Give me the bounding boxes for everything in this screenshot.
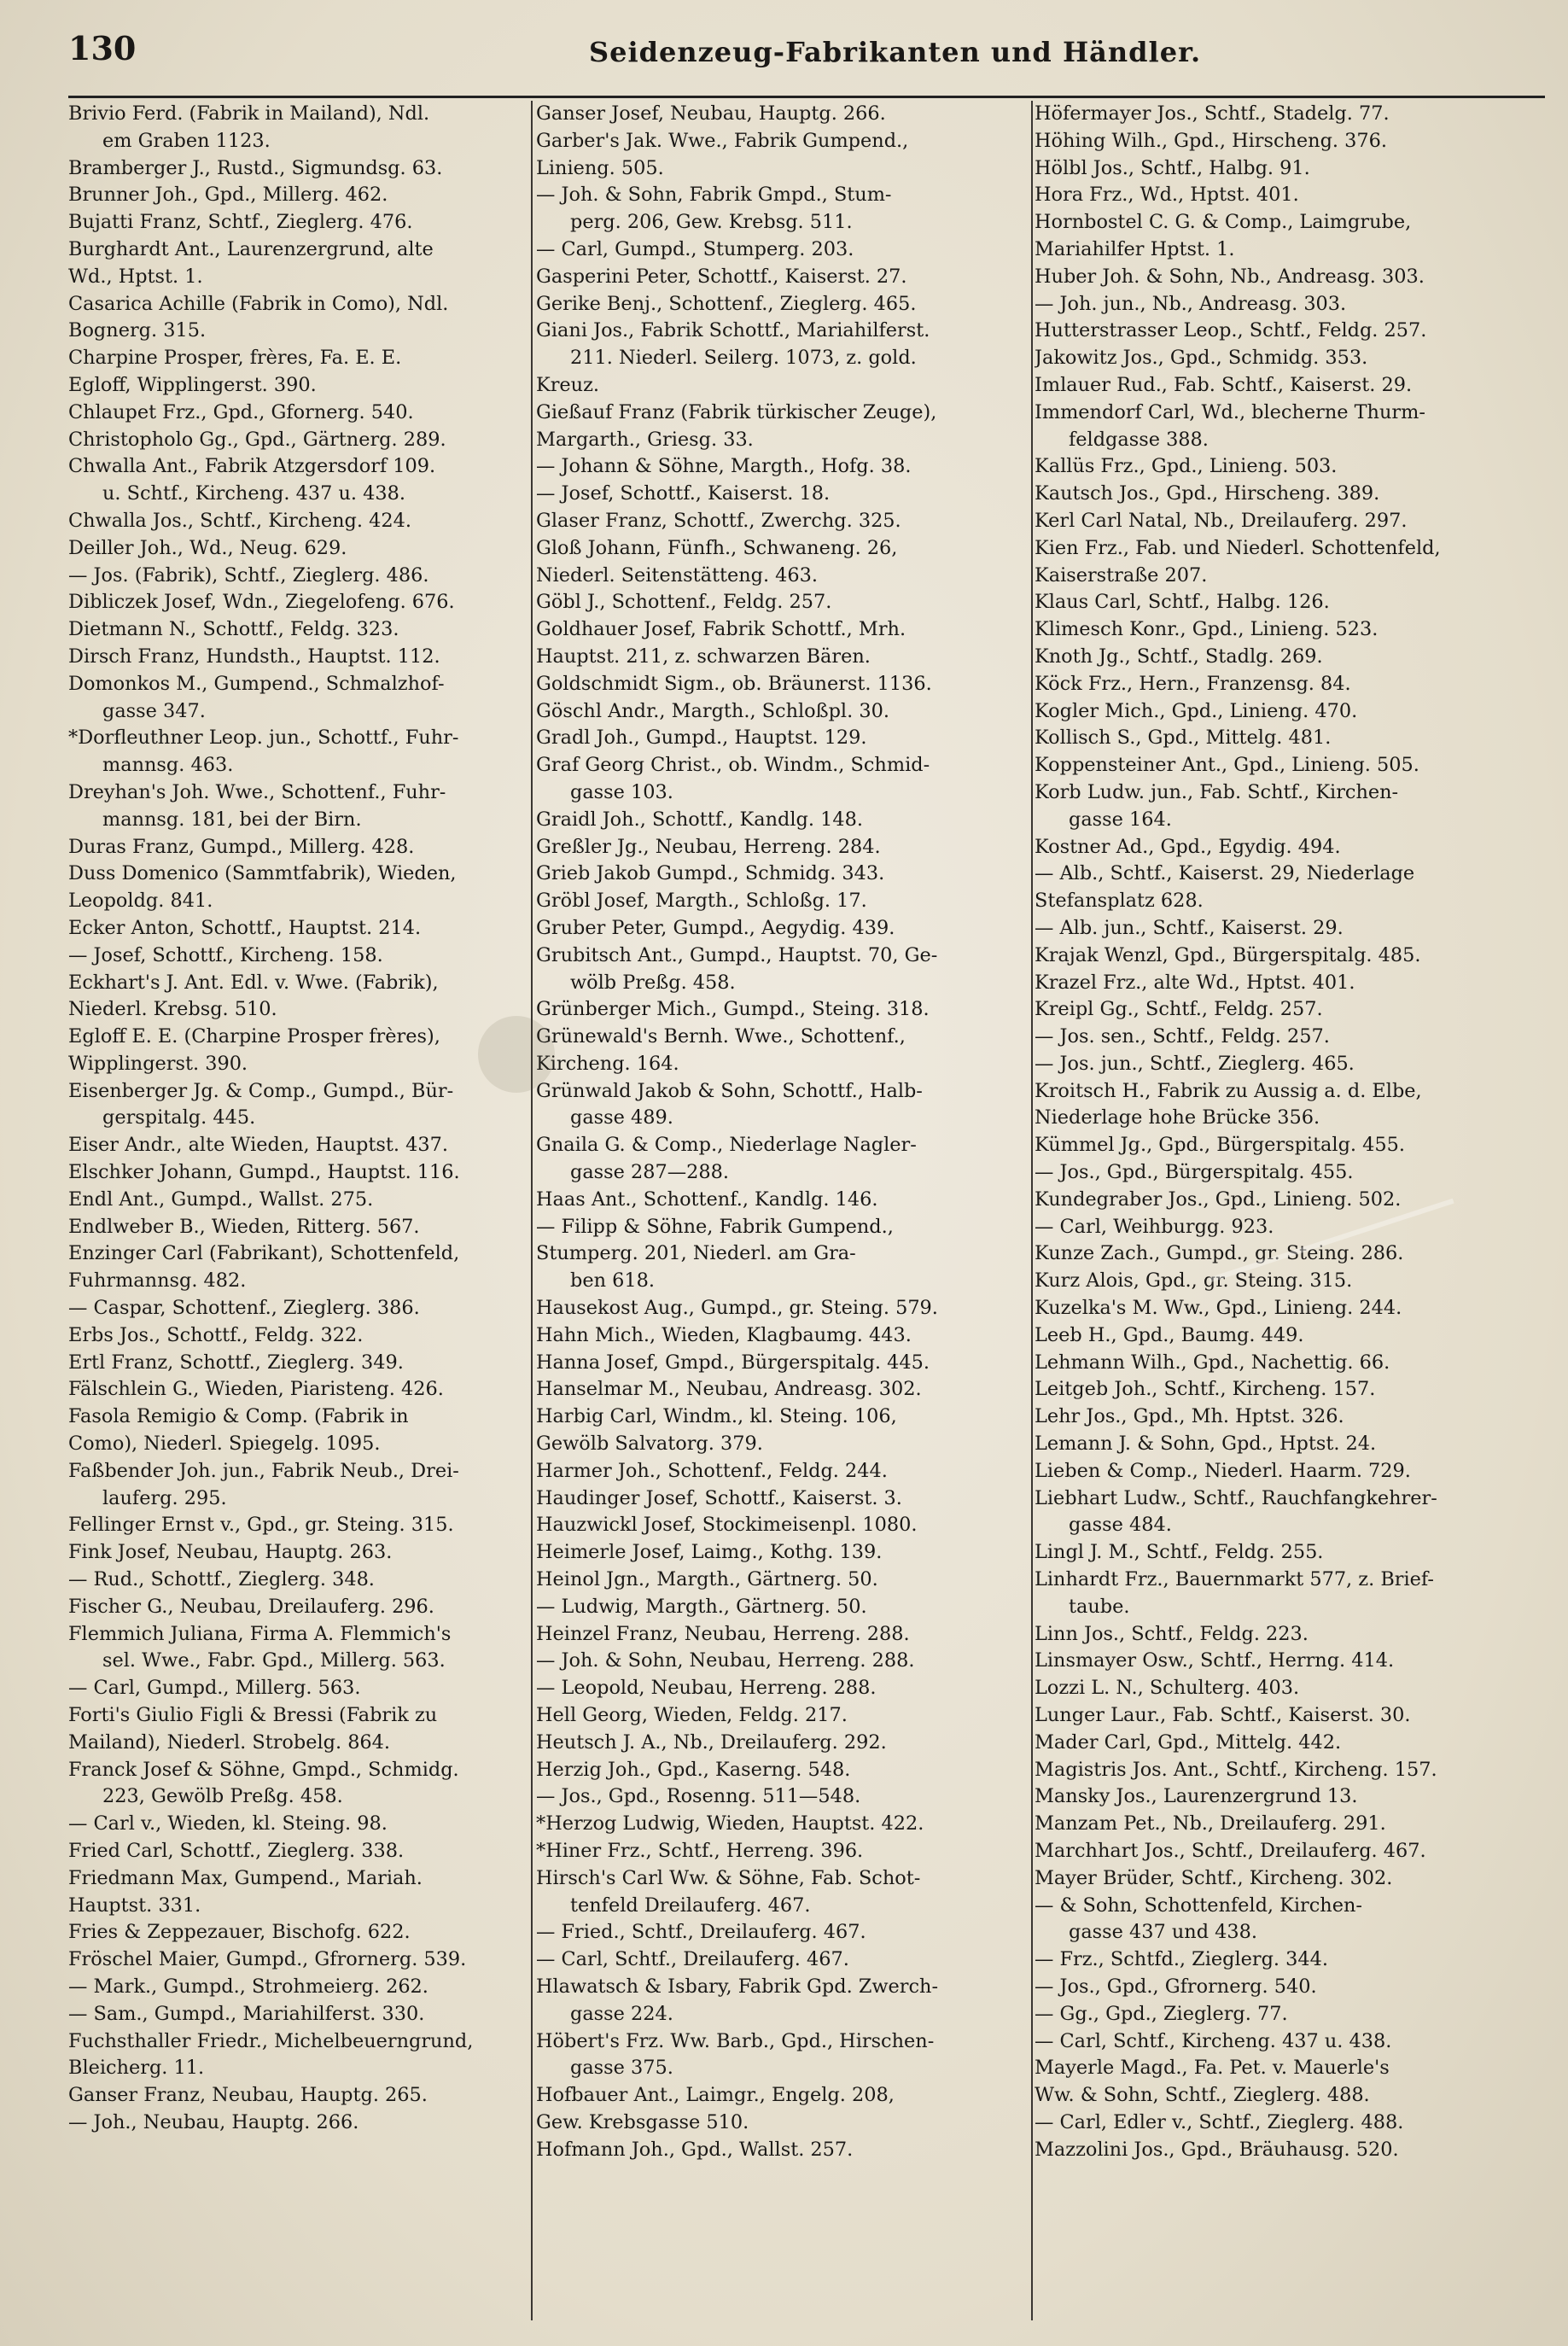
directory-line: — Carl, Gumpd., Millerg. 563.	[68, 1677, 361, 1700]
directory-line: Huber Joh. & Sohn, Nb., Andreasg. 303.	[1035, 265, 1425, 288]
directory-line: — Joh. & Sohn, Fabrik Gmpd., Stum-	[536, 184, 892, 207]
directory-line: Linn Jos., Schtf., Feldg. 223.	[1035, 1622, 1309, 1645]
directory-line: Magistris Jos. Ant., Schtf., Kircheng. 157.	[1035, 1758, 1437, 1781]
directory-line: Krazel Frz., alte Wd., Hptst. 401.	[1035, 971, 1355, 994]
directory-line: tenfeld Dreilauferg. 467.	[570, 1894, 811, 1917]
directory-line: Lehr Jos., Gpd., Mh. Hptst. 326.	[1035, 1405, 1344, 1428]
directory-line: Gerike Benj., Schottenf., Zieglerg. 465.	[536, 292, 917, 315]
directory-line: Wipplingerst. 390.	[68, 1052, 248, 1075]
directory-line: — Alb. jun., Schtf., Kaiserst. 29.	[1035, 916, 1344, 939]
directory-line: — Ludwig, Margth., Gärtnerg. 50.	[536, 1595, 867, 1618]
directory-line: Klaus Carl, Schtf., Halbg. 126.	[1035, 591, 1330, 614]
directory-line: Grünewald's Bernh. Wwe., Schottenf.,	[536, 1025, 906, 1048]
directory-line: — Johann & Söhne, Margth., Hofg. 38.	[536, 455, 912, 478]
directory-line: Köck Frz., Hern., Franzensg. 84.	[1035, 672, 1351, 695]
directory-line: Herzig Joh., Gpd., Kaserng. 548.	[536, 1758, 851, 1781]
directory-line: — Jos. jun., Schtf., Zieglerg. 465.	[1035, 1052, 1355, 1075]
directory-line: lauferg. 295.	[102, 1486, 227, 1509]
directory-line: Glaser Franz, Schottf., Zwerchg. 325.	[536, 509, 901, 532]
directory-line: Hauzwickl Josef, Stockimeisenpl. 1080.	[536, 1514, 918, 1537]
directory-line: Flemmich Juliana, Firma A. Flemmich's	[68, 1622, 452, 1645]
directory-line: Heinol Jgn., Margth., Gärtnerg. 50.	[536, 1568, 878, 1591]
directory-line: Elschker Johann, Gumpd., Hauptst. 116.	[68, 1161, 460, 1184]
directory-line: — Josef, Schottf., Kaiserst. 18.	[536, 482, 831, 505]
directory-line: Egloff E. E. (Charpine Prosper frères),	[68, 1025, 440, 1048]
directory-line: Immendorf Carl, Wd., blecherne Thurm-	[1035, 400, 1425, 423]
directory-line: Ganser Josef, Neubau, Hauptg. 266.	[536, 102, 886, 125]
directory-line: Stefansplatz 628.	[1035, 890, 1204, 913]
directory-line: — Carl, Gumpd., Stumperg. 203.	[536, 237, 854, 260]
directory-line: Marchhart Jos., Schtf., Dreilauferg. 467.	[1035, 1840, 1426, 1862]
directory-line: Lehmann Wilh., Gpd., Nachettig. 66.	[1035, 1351, 1390, 1374]
directory-line: gasse 437 und 438.	[1069, 1921, 1258, 1944]
directory-line: taube.	[1069, 1595, 1130, 1618]
directory-line: Hanselmar M., Neubau, Andreasg. 302.	[536, 1378, 922, 1401]
directory-line: Haudinger Josef, Schottf., Kaiserst. 3.	[536, 1486, 902, 1509]
directory-line: Dietmann N., Schottf., Feldg. 323.	[68, 618, 399, 641]
directory-line: Liebhart Ludw., Schtf., Rauchfangkehrer-	[1035, 1486, 1437, 1509]
page-title: Seidenzeug-Fabrikanten und Händler.	[589, 36, 1202, 68]
directory-line: Hausekost Aug., Gumpd., gr. Steing. 579.	[536, 1297, 938, 1320]
directory-line: Graf Georg Christ., ob. Windm., Schmid-	[536, 754, 930, 777]
directory-line: — Jos., Gpd., Rosenng. 511—548.	[536, 1785, 861, 1808]
directory-line: Mader Carl, Gpd., Mittelg. 442.	[1035, 1730, 1342, 1754]
directory-line: Kuzelka's M. Ww., Gpd., Linieng. 244.	[1035, 1297, 1402, 1320]
directory-line: gasse 375.	[570, 2057, 673, 2080]
directory-line: Grünberger Mich., Gumpd., Steing. 318.	[536, 998, 930, 1021]
directory-line: — Fried., Schtf., Dreilauferg. 467.	[536, 1921, 866, 1944]
directory-line: — Joh., Neubau, Hauptg. 266.	[68, 2110, 359, 2133]
directory-line: Kerl Carl Natal, Nb., Dreilauferg. 297.	[1035, 509, 1408, 532]
page-header	[68, 24, 1545, 92]
directory-line: Fuchsthaller Friedr., Michelbeuerngrund,	[68, 2029, 474, 2052]
directory-line: gasse 164.	[1069, 808, 1172, 831]
directory-line: Mazzolini Jos., Gpd., Bräuhausg. 520.	[1035, 2138, 1399, 2161]
directory-line: feldgasse 388.	[1069, 428, 1209, 451]
directory-line: — Josef, Schottf., Kircheng. 158.	[68, 943, 383, 966]
directory-line: Fröschel Maier, Gumpd., Gfrornerg. 539.	[68, 1948, 467, 1971]
directory-line: Friedmann Max, Gumpend., Mariah.	[68, 1866, 423, 1889]
directory-line: — Mark., Gumpd., Strohmeierg. 262.	[68, 1975, 428, 1998]
directory-line: ben 618.	[570, 1269, 655, 1293]
directory-line: Kallüs Frz., Gpd., Linieng. 503.	[1035, 455, 1338, 478]
directory-line: — Alb., Schtf., Kaiserst. 29, Niederlage	[1035, 862, 1415, 885]
directory-line: Kreipl Gg., Schtf., Feldg. 257.	[1035, 998, 1323, 1021]
directory-line: Kroitsch H., Fabrik zu Aussig a. d. Elbe,	[1035, 1079, 1422, 1102]
directory-line: Grieb Jakob Gumpd., Schmidg. 343.	[536, 862, 885, 885]
directory-line: u. Schtf., Kircheng. 437 u. 438.	[102, 482, 405, 505]
directory-line: Gruber Peter, Gumpd., Aegydig. 439.	[536, 916, 895, 939]
directory-line: gerspitalg. 445.	[102, 1106, 256, 1129]
directory-line: Bramberger J., Rustd., Sigmundsg. 63.	[68, 156, 443, 179]
directory-line: Wd., Hptst. 1.	[68, 265, 203, 288]
directory-line: — Jos., Gpd., Bürgerspitalg. 455.	[1035, 1161, 1354, 1184]
directory-line: Chwalla Jos., Schtf., Kircheng. 424.	[68, 509, 411, 532]
directory-line: Garber's Jak. Wwe., Fabrik Gumpend.,	[536, 129, 909, 152]
directory-line: Ww. & Sohn, Schtf., Zieglerg. 488.	[1035, 2084, 1370, 2107]
directory-line: Lozzi L. N., Schulterg. 403.	[1035, 1677, 1300, 1700]
directory-line: Greßler Jg., Neubau, Herreng. 284.	[536, 835, 881, 858]
directory-line: Fellinger Ernst v., Gpd., gr. Steing. 315.	[68, 1514, 454, 1537]
directory-line: Lingl J. M., Schtf., Feldg. 255.	[1035, 1541, 1324, 1564]
directory-line: Heutsch J. A., Nb., Dreilauferg. 292.	[536, 1730, 887, 1754]
directory-line: Faßbender Joh. jun., Fabrik Neub., Drei-	[68, 1459, 459, 1482]
directory-line: Lieben & Comp., Niederl. Haarm. 729.	[1035, 1459, 1411, 1482]
directory-line: Klimesch Konr., Gpd., Linieng. 523.	[1035, 618, 1379, 641]
directory-line: Christopholo Gg., Gpd., Gärtnerg. 289.	[68, 428, 446, 451]
directory-line: Kollisch S., Gpd., Mittelg. 481.	[1035, 727, 1332, 750]
directory-line: gasse 484.	[1069, 1514, 1172, 1537]
directory-line: — Filipp & Söhne, Fabrik Gumpend.,	[536, 1215, 894, 1238]
directory-line: mannsg. 463.	[102, 754, 234, 777]
directory-line: Chlaupet Frz., Gpd., Gfornerg. 540.	[68, 400, 414, 423]
directory-line: Fink Josef, Neubau, Hauptg. 263.	[68, 1541, 393, 1564]
directory-line: Hauptst. 331.	[68, 1894, 201, 1917]
directory-line: Krajak Wenzl, Gpd., Bürgerspitalg. 485.	[1035, 943, 1421, 966]
directory-line: Como), Niederl. Spiegelg. 1095.	[68, 1433, 381, 1456]
directory-line: Casarica Achille (Fabrik in Como), Ndl.	[68, 292, 449, 315]
directory-line: Mansky Jos., Laurenzergrund 13.	[1035, 1785, 1358, 1808]
directory-line: gasse 224.	[570, 2002, 673, 2025]
directory-line: Gasperini Peter, Schottf., Kaiserst. 27.	[536, 265, 907, 288]
directory-line: wölb Preßg. 458.	[570, 971, 736, 994]
directory-line: Niederlage hohe Brücke 356.	[1035, 1106, 1320, 1129]
directory-line: Leitgeb Joh., Schtf., Kircheng. 157.	[1035, 1378, 1376, 1401]
directory-line: — Joh. jun., Nb., Andreasg. 303.	[1035, 292, 1347, 315]
directory-line: Burghardt Ant., Laurenzergrund, alte	[68, 237, 434, 260]
directory-line: Enzinger Carl (Fabrikant), Schottenfeld,	[68, 1242, 460, 1265]
directory-line: Deiller Joh., Wd., Neug. 629.	[68, 536, 347, 559]
directory-line: Lunger Laur., Fab. Schtf., Kaiserst. 30.	[1035, 1704, 1411, 1727]
directory-line: Hora Frz., Wd., Hptst. 401.	[1035, 184, 1299, 207]
directory-line: Mayerle Magd., Fa. Pet. v. Mauerle's	[1035, 2057, 1390, 2080]
directory-line: — Leopold, Neubau, Herreng. 288.	[536, 1677, 877, 1700]
directory-line: gasse 287—288.	[570, 1161, 730, 1184]
directory-line: Göbl J., Schottenf., Feldg. 257.	[536, 591, 832, 614]
directory-line: Fries & Zeppezauer, Bischofg. 622.	[68, 1921, 411, 1944]
directory-line: Kircheng. 164.	[536, 1052, 679, 1075]
directory-line: Dirsch Franz, Hundsth., Hauptst. 112.	[68, 645, 440, 668]
directory-line: — Gg., Gpd., Zieglerg. 77.	[1035, 2002, 1288, 2025]
directory-line: Gewölb Salvatorg. 379.	[536, 1433, 763, 1456]
directory-line: Höhing Wilh., Gpd., Hirscheng. 376.	[1035, 129, 1388, 152]
directory-line: Kautsch Jos., Gpd., Hirscheng. 389.	[1035, 482, 1380, 505]
page-number: 130	[68, 29, 137, 67]
directory-line: Eiser Andr., alte Wieden, Hauptst. 437.	[68, 1134, 448, 1157]
directory-line: Lemann J. & Sohn, Gpd., Hptst. 24.	[1035, 1433, 1377, 1456]
directory-line: Manzam Pet., Nb., Dreilauferg. 291.	[1035, 1812, 1386, 1835]
directory-line: Jakowitz Jos., Gpd., Schmidg. 353.	[1035, 347, 1368, 370]
directory-line: Harbig Carl, Windm., kl. Steing. 106,	[536, 1405, 897, 1428]
directory-line: Gröbl Josef, Margth., Schloßg. 17.	[536, 890, 867, 913]
directory-line: Giani Jos., Fabrik Schottf., Mariahilferst.	[536, 319, 930, 342]
directory-line: gasse 489.	[570, 1106, 673, 1129]
directory-line: Fälschlein G., Wieden, Piaristeng. 426.	[68, 1378, 444, 1401]
directory-line: 223, Gewölb Preßg. 458.	[102, 1785, 343, 1808]
directory-line: — & Sohn, Schottenfeld, Kirchen-	[1035, 1894, 1362, 1917]
directory-line: 211. Niederl. Seilerg. 1073, z. gold.	[570, 347, 917, 370]
directory-line: Hanna Josef, Gmpd., Bürgerspitalg. 445.	[536, 1351, 930, 1374]
directory-line: Graidl Joh., Schottf., Kandlg. 148.	[536, 808, 863, 831]
directory-line: Kaiserstraße 207.	[1035, 563, 1208, 586]
directory-line: Hahn Mich., Wieden, Klagbaumg. 443.	[536, 1323, 912, 1346]
header-rule	[68, 96, 1545, 98]
directory-line: Mayer Brüder, Schtf., Kircheng. 302.	[1035, 1866, 1393, 1889]
directory-line: Linieng. 505.	[536, 156, 664, 179]
directory-line: — Carl, Schtf., Kircheng. 437 u. 438.	[1035, 2029, 1392, 2052]
directory-line: Gnaila G. & Comp., Niederlage Nagler-	[536, 1134, 917, 1157]
directory-line: Hornbostel C. G. & Comp., Laimgrube,	[1035, 211, 1412, 234]
directory-line: Heinzel Franz, Neubau, Herreng. 288.	[536, 1622, 910, 1645]
directory-line: Eckhart's J. Ant. Edl. v. Wwe. (Fabrik),	[68, 971, 439, 994]
directory-line: Koppensteiner Ant., Gpd., Linieng. 505.	[1035, 754, 1419, 777]
directory-line: Brunner Joh., Gpd., Millerg. 462.	[68, 184, 388, 207]
directory-line: — Jos. sen., Schtf., Feldg. 257.	[1035, 1025, 1330, 1048]
directory-line: — Carl, Schtf., Dreilauferg. 467.	[536, 1948, 849, 1971]
directory-line: Leeb H., Gpd., Baumg. 449.	[1035, 1323, 1304, 1346]
directory-line: Harmer Joh., Schottenf., Feldg. 244.	[536, 1459, 888, 1482]
directory-line: — Sam., Gumpd., Mariahilferst. 330.	[68, 2002, 425, 2025]
directory-line: gasse 103.	[570, 780, 673, 803]
directory-line: Gießauf Franz (Fabrik türkischer Zeuge),	[536, 400, 937, 423]
column-divider	[531, 101, 533, 2320]
directory-line: Kien Frz., Fab. und Niederl. Schottenfeld,	[1035, 536, 1441, 559]
directory-line: Leopoldg. 841.	[68, 890, 213, 913]
directory-line: — Carl, Edler v., Schtf., Zieglerg. 488.	[1035, 2110, 1404, 2133]
directory-line: — Jos. (Fabrik), Schtf., Zieglerg. 486.	[68, 563, 429, 586]
column-left	[68, 101, 529, 2320]
directory-line: Gew. Krebsgasse 510.	[536, 2110, 749, 2133]
directory-line: Hirsch's Carl Ww. & Söhne, Fab. Schot-	[536, 1866, 921, 1889]
directory-line: Eisenberger Jg. & Comp., Gumpd., Bür-	[68, 1079, 454, 1102]
directory-line: Chwalla Ant., Fabrik Atzgersdorf 109.	[68, 455, 436, 478]
directory-line: Heimerle Josef, Laimg., Kothg. 139.	[536, 1541, 883, 1564]
directory-line: — Carl, Weihburgg. 923.	[1035, 1215, 1274, 1238]
directory-line: — Rud., Schottf., Zieglerg. 348.	[68, 1568, 375, 1591]
directory-line: Hölbl Jos., Schtf., Halbg. 91.	[1035, 156, 1310, 179]
directory-line: Niederl. Krebsg. 510.	[68, 998, 277, 1021]
directory-line: Bleicherg. 11.	[68, 2057, 205, 2080]
directory-line: Fuhrmannsg. 482.	[68, 1269, 247, 1293]
directory-line: Hutterstrasser Leop., Schtf., Feldg. 257.	[1035, 319, 1427, 342]
directory-line: Kümmel Jg., Gpd., Bürgerspitalg. 455.	[1035, 1134, 1405, 1157]
directory-line: Gloß Johann, Fünfh., Schwaneng. 26,	[536, 536, 898, 559]
directory-line: Kreuz.	[536, 373, 600, 396]
directory-line: Linsmayer Osw., Schtf., Herrng. 414.	[1035, 1649, 1395, 1672]
directory-line: Forti's Giulio Figli & Bressi (Fabrik zu	[68, 1704, 438, 1727]
directory-line: Göschl Andr., Margth., Schloßpl. 30.	[536, 699, 889, 722]
directory-line: Kunze Zach., Gumpd., gr. Steing. 286.	[1035, 1242, 1404, 1265]
directory-line: Goldschmidt Sigm., ob. Bräunerst. 1136.	[536, 672, 932, 695]
directory-line: Ganser Franz, Neubau, Hauptg. 265.	[68, 2084, 428, 2107]
directory-line: Brivio Ferd. (Fabrik in Mailand), Ndl.	[68, 102, 430, 125]
directory-line: Grünwald Jakob & Sohn, Schottf., Halb-	[536, 1079, 923, 1102]
directory-line: Ecker Anton, Schottf., Hauptst. 214.	[68, 916, 422, 939]
directory-line: Knoth Jg., Schtf., Stadlg. 269.	[1035, 645, 1323, 668]
directory-line: Kostner Ad., Gpd., Egydig. 494.	[1035, 835, 1341, 858]
directory-line: — Frz., Schtfd., Zieglerg. 344.	[1035, 1948, 1329, 1971]
directory-line: Höfermayer Jos., Schtf., Stadelg. 77.	[1035, 102, 1390, 125]
column-right	[1035, 101, 1545, 2320]
directory-line: Fasola Remigio & Comp. (Fabrik in	[68, 1405, 409, 1428]
directory-line: perg. 206, Gew. Krebsg. 511.	[570, 211, 853, 234]
column-divider	[1031, 101, 1033, 2320]
directory-line: sel. Wwe., Fabr. Gpd., Millerg. 563.	[102, 1649, 446, 1672]
directory-line: Goldhauer Josef, Fabrik Schottf., Mrh.	[536, 618, 906, 641]
directory-line: Niederl. Seitenstätteng. 463.	[536, 563, 819, 586]
directory-line: Hofbauer Ant., Laimgr., Engelg. 208,	[536, 2084, 895, 2107]
directory-line: Hauptst. 211, z. schwarzen Bären.	[536, 645, 871, 668]
directory-line: *Hiner Frz., Schtf., Herreng. 396.	[536, 1840, 864, 1862]
directory-line: Bognerg. 315.	[68, 319, 207, 342]
directory-line: Mariahilfer Hptst. 1.	[1035, 237, 1235, 260]
directory-line: Endlweber B., Wieden, Ritterg. 567.	[68, 1215, 420, 1238]
directory-line: Hell Georg, Wieden, Feldg. 217.	[536, 1704, 848, 1727]
directory-line: — Carl v., Wieden, kl. Steing. 98.	[68, 1812, 388, 1835]
directory-line: Margarth., Griesg. 33.	[536, 428, 754, 451]
directory-line: gasse 347.	[102, 699, 206, 722]
directory-line: — Joh. & Sohn, Neubau, Herreng. 288.	[536, 1649, 915, 1672]
directory-line: Kundegraber Jos., Gpd., Linieng. 502.	[1035, 1188, 1402, 1211]
directory-line: mannsg. 181, bei der Birn.	[102, 808, 362, 831]
directory-line: Dreyhan's Joh. Wwe., Schottenf., Fuhr-	[68, 780, 446, 803]
directory-line: Franck Josef & Söhne, Gmpd., Schmidg.	[68, 1758, 459, 1781]
directory-line: Charpine Prosper, frères, Fa. E. E.	[68, 347, 402, 370]
directory-line: Hlawatsch & Isbary, Fabrik Gpd. Zwerch-	[536, 1975, 939, 1998]
column-middle	[536, 101, 1031, 2320]
directory-line: Gradl Joh., Gumpd., Hauptst. 129.	[536, 727, 867, 750]
directory-line: Stumperg. 201, Niederl. am Gra-	[536, 1242, 856, 1265]
directory-line: Egloff, Wipplingerst. 390.	[68, 373, 317, 396]
directory-line: *Herzog Ludwig, Wieden, Hauptst. 422.	[536, 1812, 924, 1835]
directory-line: Bujatti Franz, Schtf., Zieglerg. 476.	[68, 211, 413, 234]
directory-line: Hofmann Joh., Gpd., Wallst. 257.	[536, 2138, 854, 2161]
directory-line: Mailand), Niederl. Strobelg. 864.	[68, 1730, 391, 1754]
directory-line: Korb Ludw. jun., Fab. Schtf., Kirchen-	[1035, 780, 1399, 803]
directory-line: em Graben 1123.	[102, 129, 271, 152]
directory-line: Endl Ant., Gumpd., Wallst. 275.	[68, 1188, 374, 1211]
directory-line: Dibliczek Josef, Wdn., Ziegelofeng. 676.	[68, 591, 455, 614]
directory-line: — Caspar, Schottenf., Zieglerg. 386.	[68, 1297, 420, 1320]
directory-line: Domonkos M., Gumpend., Schmalzhof-	[68, 672, 445, 695]
directory-line: Ertl Franz, Schottf., Zieglerg. 349.	[68, 1351, 404, 1374]
directory-line: Erbs Jos., Schottf., Feldg. 322.	[68, 1323, 364, 1346]
directory-line: Duss Domenico (Sammtfabrik), Wieden,	[68, 862, 457, 885]
directory-line: Duras Franz, Gumpd., Millerg. 428.	[68, 835, 415, 858]
directory-line: Fried Carl, Schottf., Zieglerg. 338.	[68, 1840, 405, 1862]
directory-line: Kurz Alois, Gpd., gr. Steing. 315.	[1035, 1269, 1353, 1293]
directory-line: *Dorfleuthner Leop. jun., Schottf., Fuhr-	[68, 727, 459, 750]
directory-line: Höbert's Frz. Ww. Barb., Gpd., Hirschen-	[536, 2029, 935, 2052]
directory-line: Grubitsch Ant., Gumpd., Hauptst. 70, Ge-	[536, 943, 938, 966]
directory-line: — Jos., Gpd., Gfrornerg. 540.	[1035, 1975, 1317, 1998]
directory-line: Kogler Mich., Gpd., Linieng. 470.	[1035, 699, 1358, 722]
directory-line: Imlauer Rud., Fab. Schtf., Kaiserst. 29.	[1035, 373, 1413, 396]
directory-line: Fischer G., Neubau, Dreilauferg. 296.	[68, 1595, 434, 1618]
directory-line: Haas Ant., Schottenf., Kandlg. 146.	[536, 1188, 878, 1211]
directory-line: Linhardt Frz., Bauernmarkt 577, z. Brief-	[1035, 1568, 1434, 1591]
